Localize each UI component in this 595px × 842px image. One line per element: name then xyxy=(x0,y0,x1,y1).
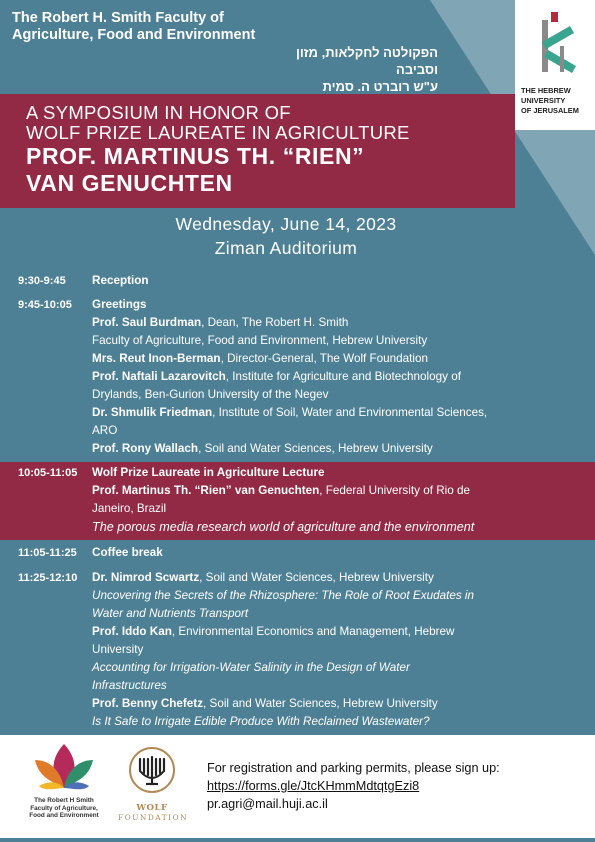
speaker-name: Prof. Martinus Th. “Rien” van Genuchten xyxy=(92,484,320,497)
speaker-name: Prof. Rony Wallach xyxy=(92,442,199,455)
speaker-name: Prof. Benny Chefetz xyxy=(92,697,204,710)
poster-footer xyxy=(0,735,595,842)
talk-title: Uncovering the Secrets of the Rhizosphere: The Role of Root Exudates in xyxy=(92,589,475,602)
speaker-affiliation: University xyxy=(92,643,144,656)
speaker-entry xyxy=(92,314,588,332)
hebrew-university-emblem-icon xyxy=(524,6,584,80)
registration-link[interactable]: https://forms.gle/JtcKHmmMdtqtgEzi8 xyxy=(207,779,420,793)
faculty-name-hebrew-line: הפקולטה לחקלאות, מזון וסביבה xyxy=(295,45,438,77)
footer-bottom-bar xyxy=(0,838,595,842)
faculty-name-english xyxy=(12,10,312,44)
speaker-entry xyxy=(92,440,588,458)
university-name-line: THE HEBREW xyxy=(521,86,571,95)
speaker-name: Prof. Naftali Lazarovitch xyxy=(92,370,226,383)
faculty-name-line: Agriculture, Food and Environment xyxy=(12,27,256,43)
speaker-entry xyxy=(92,482,588,500)
speaker-affiliation: Drylands, Ben-Gurion University of the Negev xyxy=(92,388,329,401)
speaker-entry xyxy=(92,623,588,641)
symposium-title-banner xyxy=(0,94,515,208)
faculty-logo-line: Food and Environment xyxy=(29,812,99,820)
speaker-affiliation: , Dean, The Robert H. Smith xyxy=(201,316,349,329)
speaker-affiliation: , Soil and Water Sciences, Hebrew University xyxy=(199,571,434,584)
speaker-name: Mrs. Reut Inon-Berman xyxy=(92,352,221,365)
speaker-affiliation: , Soil and Water Sciences, Hebrew University xyxy=(203,697,438,710)
wolf-foundation-logo xyxy=(118,745,189,822)
registration-info xyxy=(207,759,592,813)
speaker-name: Prof. Iddo Kan xyxy=(92,625,172,638)
registration-text: For registration and parking permits, please sign up: xyxy=(207,761,500,775)
program-time: 9:45-10:05 xyxy=(18,299,72,311)
speaker-affiliation: , Federal University of Rio de xyxy=(319,484,470,497)
faculty-name-hebrew-line: ע"ש רוברט ה. סמית xyxy=(322,79,438,94)
program-row-laureate-lecture xyxy=(0,462,595,540)
speaker-affiliation: Janeiro, Brazil xyxy=(92,502,167,515)
speaker-name: Dr. Shmulik Friedman xyxy=(92,406,213,419)
hebrew-university-name xyxy=(521,86,593,116)
wolf-foundation-name: FOUNDATION xyxy=(118,813,189,822)
program-time: 10:05-11:05 xyxy=(18,467,78,479)
honoree-name: PROF. MARTINUS TH. “RIEN” xyxy=(26,143,365,169)
contact-email[interactable]: pr.agri@mail.huji.ac.il xyxy=(207,797,328,811)
speaker-affiliation: ARO xyxy=(92,424,118,437)
program-title: Wolf Prize Laureate in Agriculture Lecture xyxy=(92,466,325,479)
speaker-affiliation: , Institute for Agriculture and Biotechnology of xyxy=(225,370,461,383)
faculty-logo xyxy=(20,738,108,820)
program-row-coffee xyxy=(0,544,595,562)
program-time: 11:25-12:10 xyxy=(18,572,78,584)
program-row-reception xyxy=(0,272,595,290)
faculty-name-hebrew xyxy=(268,44,438,95)
program-title: Coffee break xyxy=(92,546,163,559)
program-row-session xyxy=(0,569,595,731)
event-date: Wednesday, June 14, 2023 xyxy=(175,214,397,234)
speaker-affiliation: Faculty of Agriculture, Food and Environment, Hebrew University xyxy=(92,334,428,347)
talk-title: Accounting for Irrigation-Water Salinity in the Design of Water xyxy=(92,661,410,674)
menorah-icon xyxy=(127,745,177,795)
university-name-line: OF JERUSALEM xyxy=(521,106,579,115)
speaker-name: Dr. Nimrod Scwartz xyxy=(92,571,200,584)
faculty-logo-caption xyxy=(20,797,108,820)
talk-title: Water and Nutrients Transport xyxy=(92,607,249,620)
speaker-affiliation: , Institute of Soil, Water and Environmental Sciences, xyxy=(212,406,488,419)
wolf-foundation-name: WOLF xyxy=(136,803,168,813)
banner-line: A SYMPOSIUM IN HONOR OF xyxy=(26,102,291,123)
honoree-name: VAN GENUCHTEN xyxy=(26,170,233,196)
banner-line: WOLF PRIZE LAUREATE IN AGRICULTURE xyxy=(26,122,410,143)
event-venue: Ziman Auditorium xyxy=(214,238,358,258)
faculty-name-line: The Robert H. Smith Faculty of xyxy=(12,10,224,26)
speaker-affiliation: , Director-General, The Wolf Foundation xyxy=(220,352,429,365)
speaker-name: Prof. Saul Burdman xyxy=(92,316,202,329)
faculty-logo-line: Faculty of Agriculture, xyxy=(30,804,98,812)
talk-title: Infrastructures xyxy=(92,679,167,692)
program-time: 11:05-11:25 xyxy=(18,547,77,559)
talk-title: The porous media research world of agriculture and the environment xyxy=(92,520,475,534)
faculty-logo-line: The Robert H Smith xyxy=(34,797,94,804)
program-title: Greetings xyxy=(92,298,147,311)
program-title: Reception xyxy=(92,274,149,287)
speaker-entry xyxy=(92,368,588,386)
program-time: 9:30-9:45 xyxy=(18,275,66,287)
talk-title: Is It Safe to Irrigate Edible Produce With Reclaimed Wastewater? xyxy=(92,715,430,728)
university-name-line: UNIVERSITY xyxy=(521,96,566,105)
speaker-affiliation: , Soil and Water Sciences, Hebrew University xyxy=(198,442,433,455)
program-row-greetings xyxy=(0,296,595,458)
speaker-entry xyxy=(92,404,588,422)
speaker-affiliation: , Environmental Economics and Management, Hebrew xyxy=(171,625,455,638)
hebrew-university-logo xyxy=(515,0,595,130)
leaf-flower-icon xyxy=(31,738,97,794)
speaker-entry xyxy=(92,350,588,368)
speaker-entry xyxy=(92,569,588,587)
speaker-entry xyxy=(92,695,588,713)
